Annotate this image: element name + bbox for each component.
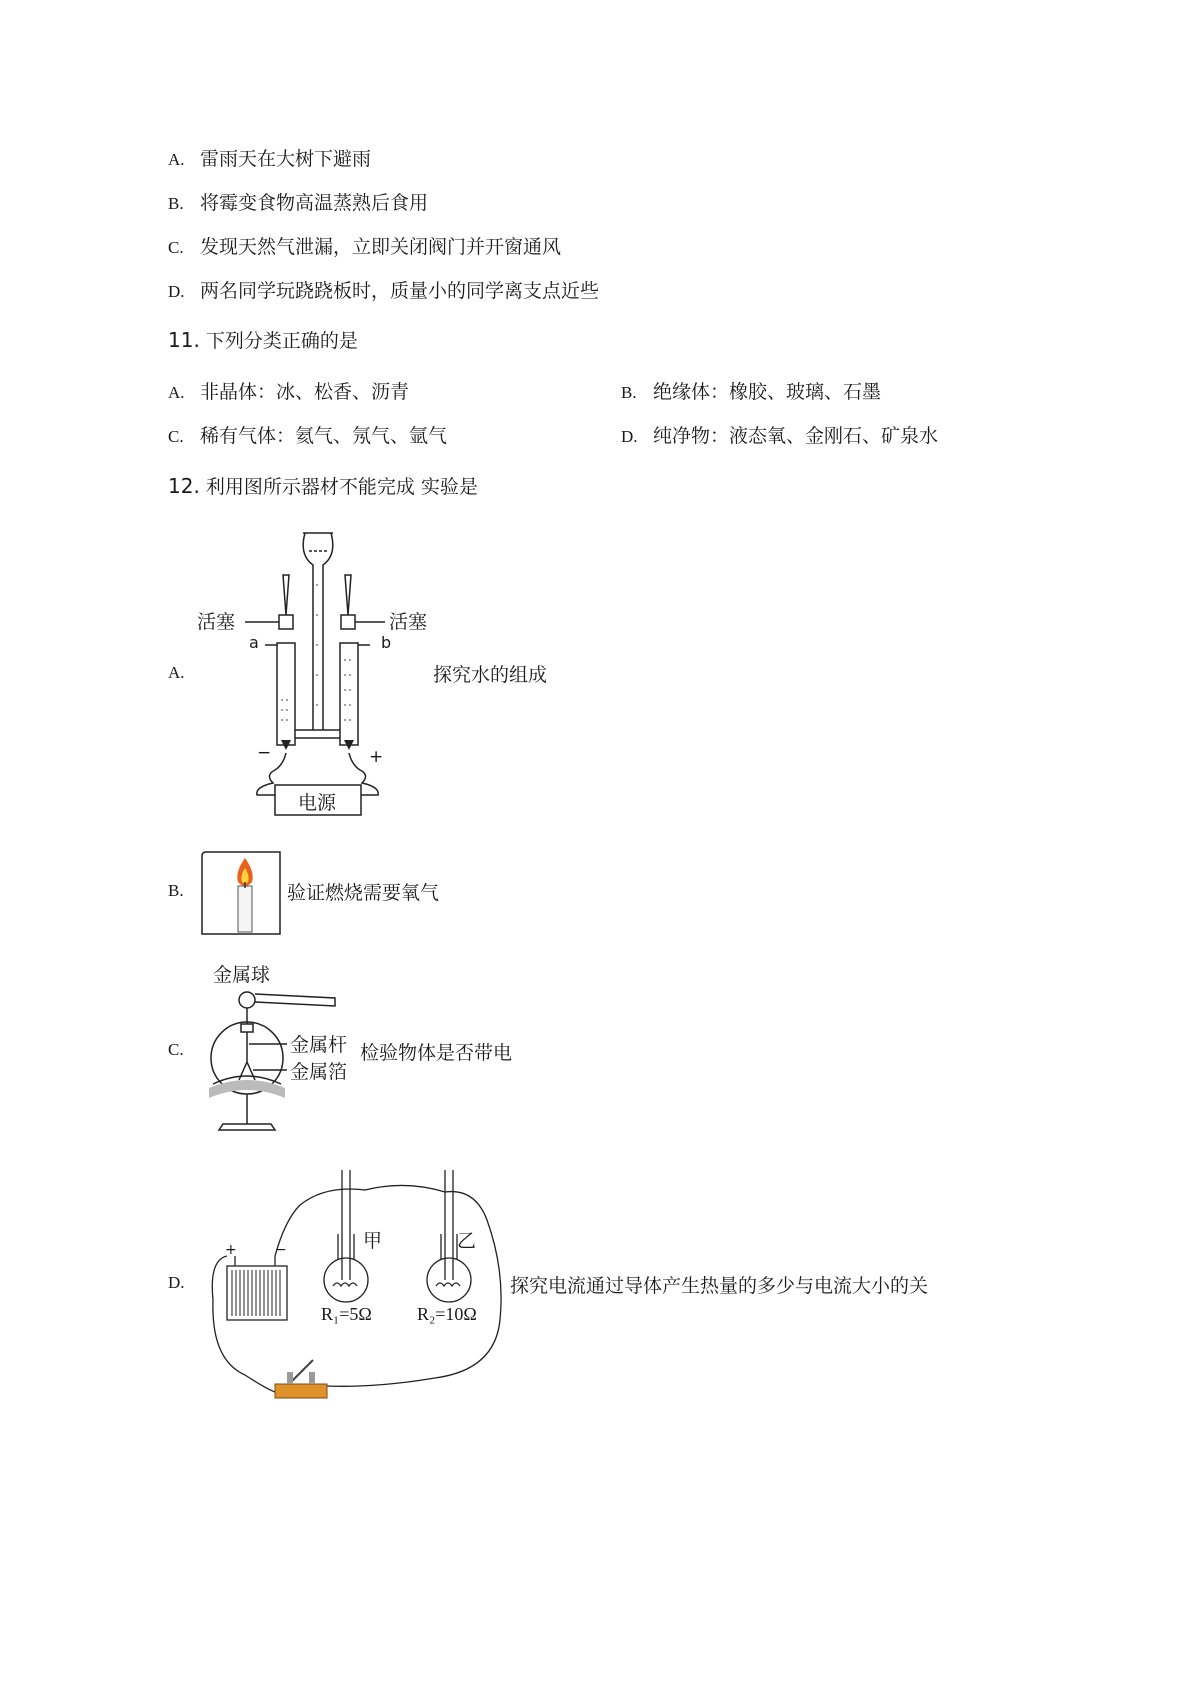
q11-option-b [621,377,881,404]
right-valve-label: 活塞 [389,611,428,633]
option-letter: A. [168,150,185,169]
option-text: 绝缘体：橡胶、玻璃、石墨 [653,381,882,403]
option-letter: B. [168,194,184,213]
q11-stem [168,326,358,353]
question-number: 12. [168,474,200,498]
q12-option-c-text: 检验物体是否带电 [360,1042,513,1064]
option-text: 将霉变食物高温蒸熟后食用 [200,192,429,214]
q11-option-c [168,421,447,448]
option-text: 非晶体：冰、松香、沥青 [200,381,410,403]
option-text: 发现天然气泄漏，立即关闭阀门并开窗通风 [200,236,562,258]
foil-label: 金属箔 [290,1061,348,1083]
joule-heating-circuit-figure [205,1160,510,1400]
flask-jia-label: 甲 [363,1230,383,1252]
battery-plus-label: + [225,1242,237,1258]
rod-label: 金属杆 [290,1034,348,1056]
q12-option-b-text: 验证燃烧需要氧气 [287,882,440,904]
option-letter: A. [168,383,185,402]
q11-option-d [621,421,938,448]
question-number: 11. [168,328,200,352]
q10-option-c [168,232,561,259]
tube-b-label: b [381,633,392,652]
q10-option-a [168,144,371,171]
power-label: 电源 [298,792,337,814]
question-text: 利用图所示器材不能完成 实验是 [205,476,478,498]
option-text: 稀有气体：氦气、氖气、氩气 [200,425,448,447]
option-text: 两名同学玩跷跷板时，质量小的同学离支点近些 [200,280,600,302]
option-letter: D. [168,282,185,301]
candle-beaker-figure [198,850,284,936]
electrolysis-drawing [195,525,435,825]
q12-option-a-text: 探究水的组成 [433,664,548,686]
option-text: 纯净物：液态氧、金刚石、矿泉水 [653,425,939,447]
plus-label: + [369,747,384,767]
q12-option-d-letter: D. [168,1273,185,1292]
option-letter: B. [621,383,637,402]
minus-label: − [257,743,272,763]
candle-drawing [198,850,284,936]
r1-label: R₁=5Ω [321,1304,372,1324]
option-letter: C. [168,427,184,446]
circuit-drawing [205,1160,510,1400]
option-letter: D. [621,427,638,446]
option-letter: C. [168,238,184,257]
q12-option-d-text: 探究电流通过导体产生热量的多少与电流大小的关 [510,1275,929,1297]
q12-option-a-letter: A. [168,663,185,682]
electroscope-figure [205,958,365,1138]
q10-option-d [168,276,599,303]
ball-label: 金属球 [213,964,271,986]
question-text: 下列分类正确的是 [205,330,358,352]
left-valve-label: 活塞 [197,611,236,633]
q12-option-b-letter: B. [168,881,184,900]
r2-label: R₂=10Ω [417,1304,477,1324]
q12-stem [168,472,478,499]
option-text: 雷雨天在大树下避雨 [200,148,372,170]
battery-minus-label: − [275,1242,287,1258]
electrolysis-apparatus-figure [195,525,435,825]
q10-option-b [168,188,428,215]
tube-a-label: a [249,633,259,652]
q12-option-c-letter: C. [168,1040,184,1059]
q11-option-a [168,377,409,404]
flask-yi-label: 乙 [457,1230,477,1252]
